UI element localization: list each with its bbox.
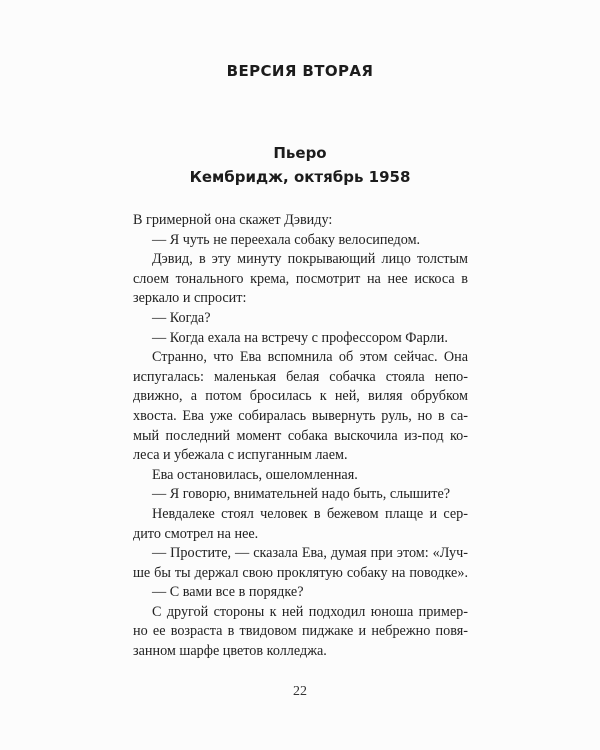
text-line: мый последний момент собака выскочила из-под ко- <box>133 427 468 444</box>
text-line: но ее возраста в твидовом пиджаке и небрежно повя- <box>133 623 468 640</box>
text-line: — С вами все в порядке? <box>152 584 304 601</box>
text-line: ше бы ты держал свою проклятую собаку на поводке». <box>133 564 468 581</box>
text-line: слоем тонального крема, посмотрит на нее искоса в <box>133 270 468 287</box>
text-line: леса и убежала с испуганным лаем. <box>133 447 348 464</box>
text-line: дито смотрел на нее. <box>133 525 259 542</box>
text-line: движно, а потом бросилась к ней, виляя обрубком <box>133 388 468 405</box>
text-line: — Я чуть не переехала собаку велосипедом. <box>152 231 421 248</box>
body-text <box>133 211 468 662</box>
chapter-name: Пьеро <box>273 144 327 162</box>
text-line: Странно, что Ева вспомнила об этом сейчас. Она <box>152 349 468 366</box>
text-line: — Когда ехала на встречу с профессором Фарли. <box>152 329 448 346</box>
chapter-place-date: Кембридж, октябрь 1958 <box>189 168 411 186</box>
text-line: — Когда? <box>152 309 211 326</box>
text-line: испугалась: маленькая белая собачка стояла непо- <box>133 368 468 385</box>
text-line: — Я говорю, внимательней надо быть, слышите? <box>152 486 451 503</box>
text-line: С другой стороны к ней подходил юноша пример- <box>152 603 468 620</box>
text-line: занном шарфе цветов колледжа. <box>133 643 327 660</box>
text-line: Дэвид, в эту минуту покрывающий лицо толстым <box>152 251 468 268</box>
chapter-heading <box>0 141 600 189</box>
text-line: — Простите, — сказала Ева, думая при этом: «Луч- <box>152 545 468 562</box>
text-line: Невдалеке стоял человек в бежевом плаще и сер- <box>152 505 468 522</box>
text-line: В гримерной она скажет Дэвиду: <box>133 212 333 228</box>
text-line: хвоста. Ева уже собиралась вывернуть руль, но в са- <box>133 407 468 424</box>
page-number: 22 <box>293 684 307 699</box>
text-line: Ева остановилась, ошеломленная. <box>152 466 358 483</box>
part-title: ВЕРСИЯ ВТОРАЯ <box>226 62 374 80</box>
text-line: зеркало и спросит: <box>133 290 247 307</box>
